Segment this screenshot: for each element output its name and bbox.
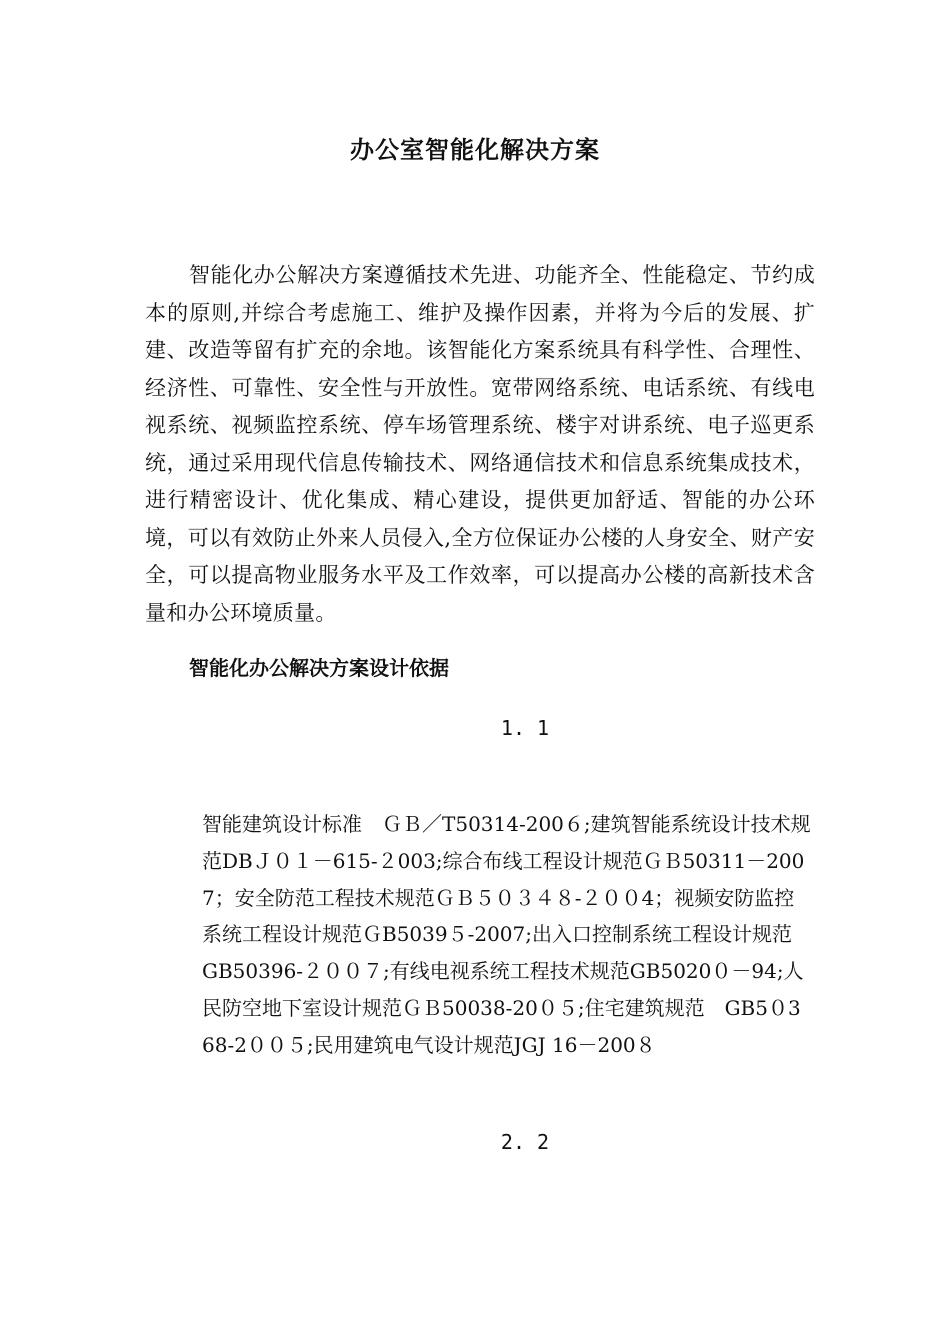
page-title: 办公室智能化解决方案 — [350, 136, 600, 164]
section-number-2: 2. 2 — [500, 1130, 550, 1154]
standards-paragraph: 智能建筑设计标准 ＧＢ／T50314-200６;建筑智能系统设计技术规范DBＪ０１－615-２003;综合布线工程设计规范ＧＢ50311－2007；安全防范工程技术规范ＧＢ５０３４８-２００4；视频安防监控系统工程设计规范ＧB5039５-2007;出入口控制系统工程设计规范 GB50396-２００７;有线电视系统工程技术规范GB5020０－94;人民防空地下室设计规范ＧＢ50038-20０５;住宅建筑规范 GB5０368-2００５;民用建筑电气设计规范JGJ 16－200８ — [202, 812, 811, 1057]
section-number-1: 1. 1 — [500, 716, 550, 740]
intro-paragraph: 智能化办公解决方案遵循技术先进、功能齐全、性能稳定、节约成本的原则,并综合考虑施工、维护及操作因素，并将为今后的发展、扩建、改造等留有扩充的余地。该智能化方案系统具有科学性、合理性、经济性、可靠性、安全性与开放性。宽带网络系统、电话系统、有线电视系统、视频监控系统、停车场管理系统、楼宇对讲系统、电子巡更系统，通过采用现代信息传输技术、网络通信技术和信息系统集成技术，进行精密设计、优化集成、精心建设，提供更加舒适、智能的办公环境，可以有效防止外来人员侵入,全方位保证办公楼的人身安全、财产安全，可以提高物业服务水平及工作效率，可以提高办公楼的高新技术含量和办公环境质量。 — [145, 263, 815, 625]
section-heading: 智能化办公解决方案设计依据 — [189, 656, 449, 680]
